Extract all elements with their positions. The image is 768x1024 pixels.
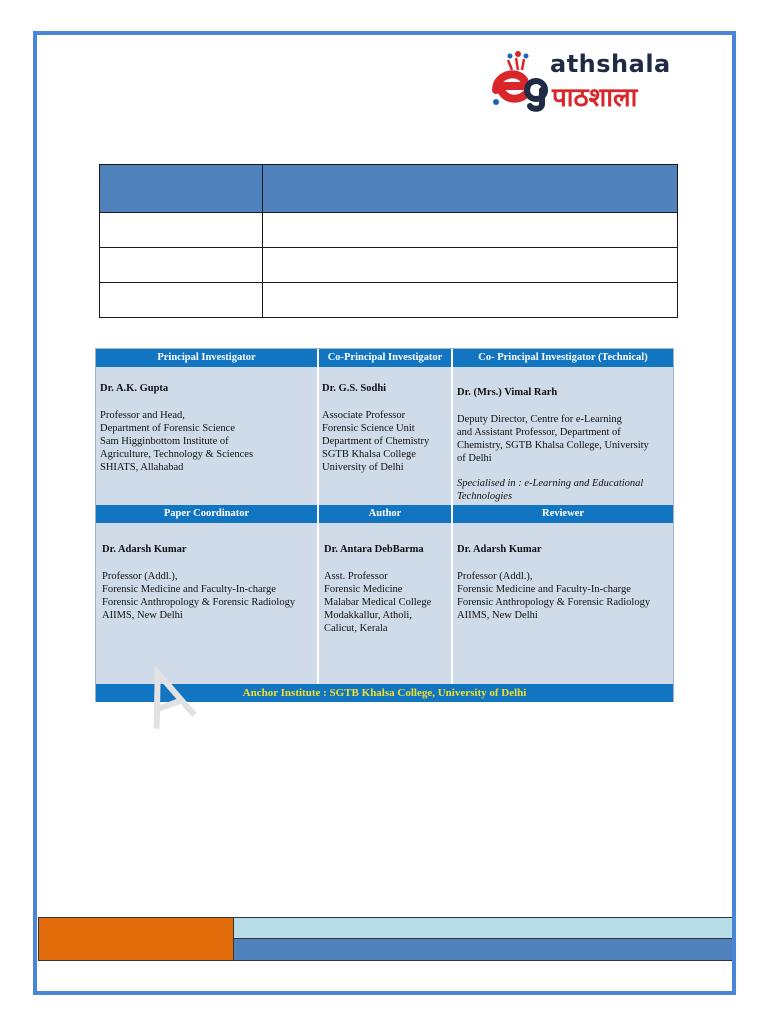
table-cell [100,283,263,318]
footer-orange-block [38,917,234,961]
reviewer-line: Forensic Medicine and Faculty-In-charge [457,584,631,595]
table-header-cell [263,165,678,213]
paper-coordinator-line: Forensic Anthropology & Forensic Radiology [102,597,296,608]
author-line: Forensic Medicine [324,584,403,595]
header-author: Author [319,505,451,523]
header-reviewer: Reviewer [453,505,673,523]
table-row [100,248,678,283]
header-principal-investigator: Principal Investigator [96,349,317,367]
copi-name: Dr. G.S. Sodhi [322,383,387,394]
table-cell [100,213,263,248]
specialised-line: Specialised in : e-Learning and Educational [457,478,644,489]
paper-coordinator-name: Dr. Adarsh Kumar [102,544,187,555]
table-cell [263,213,678,248]
author-line: Asst. Professor [324,571,388,582]
module-details-table [99,164,678,318]
specialised-line: Technologies [457,491,513,502]
pi-name: Dr. A.K. Gupta [100,383,169,394]
table-row [100,283,678,318]
author-cell [324,543,452,635]
pi-line: Department of Forensic Science [100,423,235,434]
paper-coordinator-cell [102,543,317,622]
copi-tech-line: of Delhi [457,453,492,464]
table-row [100,213,678,248]
footer-light-band [234,917,732,939]
pi-line: SHIATS, Allahabad [100,462,184,473]
table-cell [263,248,678,283]
copi-line: SGTB Khalsa College [322,449,416,460]
table-header-cell [100,165,263,213]
table-cell [100,248,263,283]
paper-coordinator-line: Professor (Addl.), [102,571,178,582]
header-paper-coordinator: Paper Coordinator [96,505,317,523]
reviewer-cell [457,543,671,622]
logo-text-hindi: पाठशाला [552,83,638,113]
logo-text-english: athshala [550,50,671,78]
copi-line: University of Delhi [322,462,404,473]
pi-line: Agriculture, Technology & Sciences [100,449,254,460]
pi-line: Sam Higginbottom Institute of [100,436,229,447]
copi-tech-line: and Assistant Professor, Department of [457,427,621,438]
table-cell [263,283,678,318]
copi-line: Associate Professor [322,410,406,421]
copi-tech-line: Chemistry, SGTB Khalsa College, University [457,440,649,451]
header-co-principal-investigator: Co-Principal Investigator [319,349,451,367]
e-letter-logo-icon [488,46,552,112]
table-header-row [100,165,678,213]
paper-coordinator-line: Forensic Medicine and Faculty-In-charge [102,584,276,595]
copi-tech-name: Dr. (Mrs.) Vimal Rarh [457,387,558,398]
author-name: Dr. Antara DebBarma [324,544,424,555]
author-line: Calicut, Kerala [324,623,388,634]
reviewer-line: Professor (Addl.), [457,571,533,582]
credits-table [95,348,674,702]
author-line: Malabar Medical College [324,597,432,608]
footer-blue-band [234,939,732,961]
epathshala-logo [488,44,720,114]
reviewer-line: AIIMS, New Delhi [457,610,538,621]
copi-line: Department of Chemistry [322,436,430,447]
copi-cell [322,382,450,474]
author-line: Modakkallur, Atholi, [324,610,412,621]
header-co-pi-technical: Co- Principal Investigator (Technical) [453,349,673,367]
anchor-institute-bar: Anchor Institute : SGTB Khalsa College, University of Delhi [96,684,673,702]
copi-tech-cell [457,386,671,503]
reviewer-line: Forensic Anthropology & Forensic Radiology [457,597,651,608]
pi-line: Professor and Head, [100,410,185,421]
copi-tech-line: Deputy Director, Centre for e-Learning [457,414,622,425]
paper-coordinator-line: AIIMS, New Delhi [102,610,183,621]
copi-tech-specialised [457,477,671,503]
copi-line: Forensic Science Unit [322,423,415,434]
reviewer-name: Dr. Adarsh Kumar [457,544,542,555]
pi-cell [100,382,315,474]
